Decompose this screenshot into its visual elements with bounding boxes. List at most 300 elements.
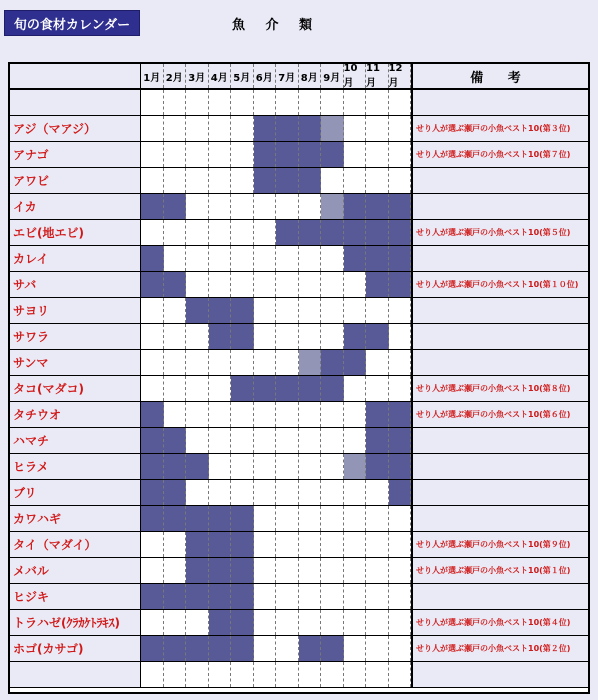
season-cell-month-8: [299, 402, 322, 427]
season-cell-month-7: [276, 454, 299, 479]
season-calendar-table: [8, 62, 590, 694]
season-cell-month-10: [344, 506, 367, 531]
table-row: [10, 428, 588, 454]
season-cell-month-5: [231, 220, 254, 245]
season-cell-month-5: [231, 90, 254, 115]
season-cell-month-11: [366, 142, 389, 167]
season-cell-month-10: [344, 168, 367, 193]
season-cell-month-10: [344, 454, 367, 479]
season-cell-month-1: [141, 376, 164, 401]
food-name: タイ（マダイ）: [10, 532, 141, 557]
season-cell-month-5: [231, 376, 254, 401]
note-cell: [411, 480, 588, 505]
season-cell-month-4: [209, 350, 232, 375]
category-heading: 魚 介 類: [232, 18, 321, 33]
season-cell-month-9: [321, 298, 344, 323]
table-row: [10, 584, 588, 610]
season-cell-month-7: [276, 584, 299, 609]
table-row: [10, 558, 588, 584]
season-cell-month-9: [321, 324, 344, 349]
season-cell-month-7: [276, 246, 299, 271]
season-cell-month-10: [344, 532, 367, 557]
season-cell-month-8: [299, 324, 322, 349]
season-cell-month-1: [141, 220, 164, 245]
header-month-12: 12月: [389, 64, 412, 88]
season-cell-month-7: [276, 402, 299, 427]
season-cell-month-1: [141, 610, 164, 635]
season-cell-month-8: [299, 662, 322, 687]
season-cell-month-10: [344, 610, 367, 635]
header-month-10: 10月: [344, 64, 367, 88]
season-cell-month-4: [209, 662, 232, 687]
table-row: [10, 272, 588, 298]
season-cell-month-5: [231, 142, 254, 167]
season-cell-month-2: [164, 116, 187, 141]
season-cell-month-11: [366, 376, 389, 401]
note-cell: せり人が選ぶ瀬戸の小魚ベスト10(第４位): [411, 610, 588, 635]
season-cell-month-6: [254, 584, 277, 609]
season-cell-month-5: [231, 506, 254, 531]
note-cell: せり人が選ぶ瀬戸の小魚ベスト10(第２位): [411, 636, 588, 661]
table-row: [10, 194, 588, 220]
season-cell-month-3: [186, 116, 209, 141]
season-cell-month-11: [366, 480, 389, 505]
food-name: イカ: [10, 194, 141, 219]
season-cell-month-6: [254, 480, 277, 505]
season-cell-month-8: [299, 220, 322, 245]
season-cell-month-1: [141, 480, 164, 505]
season-cell-month-3: [186, 558, 209, 583]
season-cell-month-8: [299, 376, 322, 401]
season-cell-month-11: [366, 220, 389, 245]
season-cell-month-5: [231, 636, 254, 661]
header-month-3: 3月: [186, 64, 209, 88]
food-name: エビ(地エビ): [10, 220, 141, 245]
season-cell-month-9: [321, 168, 344, 193]
season-cell-month-11: [366, 298, 389, 323]
table-row: [10, 220, 588, 246]
season-cell-month-1: [141, 168, 164, 193]
season-cell-month-5: [231, 116, 254, 141]
season-cell-month-10: [344, 376, 367, 401]
season-cell-month-5: [231, 454, 254, 479]
season-cell-month-9: [321, 194, 344, 219]
page-title: 旬の食材カレンダー: [4, 10, 140, 36]
table-row: [10, 350, 588, 376]
season-cell-month-6: [254, 272, 277, 297]
season-cell-month-10: [344, 142, 367, 167]
season-cell-month-12: [389, 90, 412, 115]
season-cell-month-4: [209, 636, 232, 661]
table-row: [10, 454, 588, 480]
season-cell-month-3: [186, 324, 209, 349]
season-cell-month-4: [209, 506, 232, 531]
season-cell-month-8: [299, 90, 322, 115]
season-cell-month-9: [321, 584, 344, 609]
season-cell-month-4: [209, 324, 232, 349]
season-cell-month-12: [389, 532, 412, 557]
season-cell-month-11: [366, 324, 389, 349]
season-cell-month-11: [366, 454, 389, 479]
table-row: [10, 90, 588, 116]
food-name: サヨリ: [10, 298, 141, 323]
season-cell-month-4: [209, 116, 232, 141]
season-cell-month-11: [366, 428, 389, 453]
season-cell-month-6: [254, 324, 277, 349]
season-cell-month-7: [276, 168, 299, 193]
season-cell-month-6: [254, 194, 277, 219]
season-cell-month-11: [366, 402, 389, 427]
season-cell-month-12: [389, 662, 412, 687]
season-cell-month-1: [141, 662, 164, 687]
season-cell-month-3: [186, 402, 209, 427]
season-cell-month-7: [276, 220, 299, 245]
season-cell-month-12: [389, 324, 412, 349]
season-cell-month-4: [209, 246, 232, 271]
season-cell-month-5: [231, 662, 254, 687]
season-cell-month-11: [366, 532, 389, 557]
season-cell-month-12: [389, 350, 412, 375]
season-cell-month-9: [321, 480, 344, 505]
season-cell-month-6: [254, 116, 277, 141]
table-header: [10, 64, 588, 90]
season-cell-month-9: [321, 506, 344, 531]
season-cell-month-2: [164, 142, 187, 167]
season-cell-month-3: [186, 168, 209, 193]
season-cell-month-3: [186, 298, 209, 323]
season-cell-month-7: [276, 350, 299, 375]
season-cell-month-10: [344, 402, 367, 427]
season-cell-month-7: [276, 298, 299, 323]
season-cell-month-7: [276, 376, 299, 401]
header-month-8: 8月: [299, 64, 322, 88]
season-cell-month-9: [321, 402, 344, 427]
note-cell: [411, 194, 588, 219]
season-cell-month-1: [141, 142, 164, 167]
season-cell-month-6: [254, 376, 277, 401]
season-cell-month-12: [389, 428, 412, 453]
season-cell-month-3: [186, 480, 209, 505]
season-cell-month-3: [186, 506, 209, 531]
food-name: タコ(マダコ): [10, 376, 141, 401]
table-row: [10, 662, 588, 688]
season-cell-month-3: [186, 428, 209, 453]
season-cell-month-6: [254, 454, 277, 479]
season-cell-month-4: [209, 168, 232, 193]
header-month-2: 2月: [164, 64, 187, 88]
season-cell-month-2: [164, 246, 187, 271]
table-row: [10, 376, 588, 402]
season-cell-month-4: [209, 558, 232, 583]
season-cell-month-5: [231, 610, 254, 635]
season-cell-month-5: [231, 428, 254, 453]
season-cell-month-6: [254, 610, 277, 635]
season-cell-month-3: [186, 636, 209, 661]
season-cell-month-3: [186, 610, 209, 635]
food-name: ヒラメ: [10, 454, 141, 479]
food-name: [10, 662, 141, 687]
season-cell-month-2: [164, 558, 187, 583]
season-cell-month-5: [231, 298, 254, 323]
season-cell-month-4: [209, 90, 232, 115]
season-cell-month-3: [186, 662, 209, 687]
season-cell-month-10: [344, 558, 367, 583]
season-cell-month-10: [344, 90, 367, 115]
season-cell-month-10: [344, 350, 367, 375]
season-cell-month-9: [321, 90, 344, 115]
season-cell-month-8: [299, 506, 322, 531]
food-name: カワハギ: [10, 506, 141, 531]
season-cell-month-4: [209, 610, 232, 635]
season-cell-month-9: [321, 246, 344, 271]
season-cell-month-2: [164, 376, 187, 401]
season-cell-month-3: [186, 272, 209, 297]
note-cell: [411, 662, 588, 687]
season-cell-month-2: [164, 272, 187, 297]
season-cell-month-8: [299, 610, 322, 635]
season-cell-month-12: [389, 636, 412, 661]
season-cell-month-11: [366, 350, 389, 375]
note-cell: [411, 324, 588, 349]
food-name: ブリ: [10, 480, 141, 505]
season-cell-month-1: [141, 454, 164, 479]
season-cell-month-3: [186, 90, 209, 115]
season-cell-month-4: [209, 194, 232, 219]
season-cell-month-9: [321, 142, 344, 167]
season-cell-month-2: [164, 168, 187, 193]
food-name: アジ（マアジ）: [10, 116, 141, 141]
season-cell-month-5: [231, 194, 254, 219]
season-cell-month-4: [209, 532, 232, 557]
season-cell-month-2: [164, 350, 187, 375]
season-cell-month-7: [276, 558, 299, 583]
season-cell-month-10: [344, 246, 367, 271]
season-cell-month-7: [276, 194, 299, 219]
note-cell: [411, 90, 588, 115]
season-cell-month-9: [321, 532, 344, 557]
season-cell-month-6: [254, 246, 277, 271]
season-cell-month-1: [141, 350, 164, 375]
season-cell-month-2: [164, 402, 187, 427]
note-cell: [411, 350, 588, 375]
season-cell-month-8: [299, 246, 322, 271]
season-cell-month-2: [164, 480, 187, 505]
header-month-4: 4月: [209, 64, 232, 88]
season-cell-month-3: [186, 220, 209, 245]
season-cell-month-3: [186, 350, 209, 375]
season-cell-month-4: [209, 428, 232, 453]
table-row: [10, 298, 588, 324]
season-cell-month-6: [254, 90, 277, 115]
table-row: [10, 532, 588, 558]
season-cell-month-7: [276, 116, 299, 141]
season-cell-month-10: [344, 194, 367, 219]
note-cell: [411, 168, 588, 193]
season-cell-month-12: [389, 506, 412, 531]
season-cell-month-3: [186, 532, 209, 557]
season-cell-month-12: [389, 376, 412, 401]
season-cell-month-5: [231, 480, 254, 505]
season-cell-month-11: [366, 636, 389, 661]
season-cell-month-12: [389, 168, 412, 193]
season-cell-month-8: [299, 194, 322, 219]
season-cell-month-2: [164, 220, 187, 245]
season-cell-month-2: [164, 532, 187, 557]
note-cell: [411, 298, 588, 323]
season-cell-month-10: [344, 220, 367, 245]
season-cell-month-3: [186, 142, 209, 167]
season-cell-month-7: [276, 272, 299, 297]
season-cell-month-7: [276, 636, 299, 661]
season-cell-month-9: [321, 636, 344, 661]
table-row: [10, 324, 588, 350]
season-cell-month-2: [164, 610, 187, 635]
season-cell-month-8: [299, 454, 322, 479]
season-cell-month-1: [141, 194, 164, 219]
season-cell-month-11: [366, 194, 389, 219]
season-cell-month-3: [186, 454, 209, 479]
season-cell-month-8: [299, 272, 322, 297]
season-cell-month-6: [254, 428, 277, 453]
season-cell-month-12: [389, 220, 412, 245]
season-cell-month-11: [366, 558, 389, 583]
season-cell-month-11: [366, 116, 389, 141]
season-cell-month-1: [141, 532, 164, 557]
note-cell: せり人が選ぶ瀬戸の小魚ベスト10(第８位): [411, 376, 588, 401]
season-cell-month-7: [276, 428, 299, 453]
header-month-5: 5月: [231, 64, 254, 88]
season-cell-month-4: [209, 584, 232, 609]
season-cell-month-8: [299, 350, 322, 375]
season-cell-month-9: [321, 454, 344, 479]
season-cell-month-9: [321, 558, 344, 583]
season-cell-month-8: [299, 636, 322, 661]
season-cell-month-12: [389, 402, 412, 427]
season-cell-month-8: [299, 116, 322, 141]
season-cell-month-12: [389, 480, 412, 505]
season-cell-month-9: [321, 376, 344, 401]
table-row: [10, 636, 588, 662]
season-cell-month-9: [321, 272, 344, 297]
season-cell-month-10: [344, 428, 367, 453]
season-cell-month-10: [344, 298, 367, 323]
season-cell-month-12: [389, 454, 412, 479]
season-cell-month-6: [254, 168, 277, 193]
season-cell-month-9: [321, 610, 344, 635]
season-cell-month-8: [299, 480, 322, 505]
season-cell-month-10: [344, 480, 367, 505]
season-cell-month-8: [299, 558, 322, 583]
food-name: カレイ: [10, 246, 141, 271]
season-cell-month-1: [141, 636, 164, 661]
header-name-column: [10, 64, 141, 88]
season-cell-month-8: [299, 298, 322, 323]
food-name: サバ: [10, 272, 141, 297]
season-cell-month-2: [164, 584, 187, 609]
season-cell-month-11: [366, 246, 389, 271]
season-cell-month-4: [209, 454, 232, 479]
season-cell-month-7: [276, 532, 299, 557]
season-cell-month-2: [164, 428, 187, 453]
season-cell-month-2: [164, 324, 187, 349]
food-name: サンマ: [10, 350, 141, 375]
table-row: [10, 506, 588, 532]
season-cell-month-5: [231, 272, 254, 297]
season-cell-month-2: [164, 636, 187, 661]
header-notes: 備 考: [411, 64, 588, 88]
season-cell-month-12: [389, 610, 412, 635]
header-month-7: 7月: [276, 64, 299, 88]
season-cell-month-12: [389, 142, 412, 167]
season-cell-month-4: [209, 376, 232, 401]
note-cell: [411, 428, 588, 453]
season-cell-month-12: [389, 558, 412, 583]
season-cell-month-4: [209, 272, 232, 297]
table-row: [10, 142, 588, 168]
food-name: サワラ: [10, 324, 141, 349]
food-name: ハマチ: [10, 428, 141, 453]
season-cell-month-1: [141, 90, 164, 115]
table-row: [10, 610, 588, 636]
season-cell-month-6: [254, 532, 277, 557]
note-cell: せり人が選ぶ瀬戸の小魚ベスト10(第１０位): [411, 272, 588, 297]
season-cell-month-10: [344, 662, 367, 687]
season-cell-month-7: [276, 662, 299, 687]
season-cell-month-3: [186, 376, 209, 401]
season-cell-month-12: [389, 246, 412, 271]
season-cell-month-11: [366, 584, 389, 609]
header-month-11: 11月: [366, 64, 389, 88]
season-cell-month-11: [366, 90, 389, 115]
season-cell-month-7: [276, 90, 299, 115]
season-cell-month-11: [366, 272, 389, 297]
season-cell-month-6: [254, 402, 277, 427]
season-cell-month-7: [276, 142, 299, 167]
season-cell-month-6: [254, 350, 277, 375]
note-cell: [411, 584, 588, 609]
season-cell-month-1: [141, 402, 164, 427]
season-cell-month-7: [276, 480, 299, 505]
food-name: ホゴ(カサゴ): [10, 636, 141, 661]
season-cell-month-8: [299, 584, 322, 609]
table-row: [10, 168, 588, 194]
season-cell-month-5: [231, 246, 254, 271]
season-cell-month-10: [344, 116, 367, 141]
season-cell-month-12: [389, 298, 412, 323]
season-cell-month-9: [321, 662, 344, 687]
season-cell-month-6: [254, 220, 277, 245]
season-cell-month-6: [254, 558, 277, 583]
season-cell-month-5: [231, 402, 254, 427]
season-cell-month-10: [344, 584, 367, 609]
note-cell: せり人が選ぶ瀬戸の小魚ベスト10(第１位): [411, 558, 588, 583]
note-cell: [411, 246, 588, 271]
season-cell-month-9: [321, 116, 344, 141]
season-cell-month-12: [389, 194, 412, 219]
season-cell-month-7: [276, 610, 299, 635]
season-cell-month-9: [321, 350, 344, 375]
season-cell-month-2: [164, 662, 187, 687]
season-cell-month-12: [389, 584, 412, 609]
season-cell-month-8: [299, 168, 322, 193]
season-cell-month-12: [389, 272, 412, 297]
food-name: [10, 90, 141, 115]
season-cell-month-1: [141, 298, 164, 323]
season-cell-month-8: [299, 532, 322, 557]
season-cell-month-6: [254, 506, 277, 531]
season-cell-month-4: [209, 402, 232, 427]
header-month-9: 9月: [321, 64, 344, 88]
